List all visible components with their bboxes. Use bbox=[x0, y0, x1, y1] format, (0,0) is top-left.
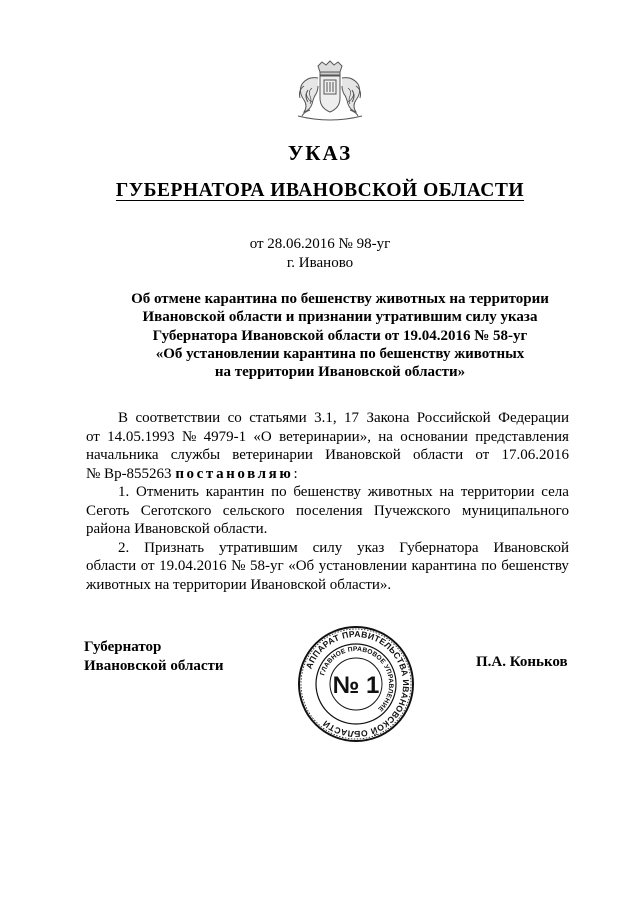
body-word: № bbox=[231, 558, 246, 574]
body-word: со bbox=[227, 410, 242, 426]
body-word: поселения bbox=[295, 502, 363, 519]
body-word: Российской bbox=[416, 410, 491, 426]
body-word: 58-уг bbox=[250, 558, 284, 574]
body-word: по bbox=[271, 484, 287, 500]
body-word: области bbox=[412, 447, 464, 463]
subject-line: «Об установлении карантина по бешенству животных bbox=[155, 345, 525, 362]
body-word: 17.06.2016 bbox=[501, 447, 569, 463]
body-word: Пучежского bbox=[373, 502, 451, 519]
decree-keyword-colon: : bbox=[293, 465, 298, 482]
body-word: от bbox=[86, 428, 100, 445]
body-word: 19.04.2016 bbox=[159, 558, 227, 574]
body-word: Закона bbox=[366, 410, 410, 426]
registration-number: № Вр-855263 bbox=[86, 465, 176, 482]
seal-number: № 1 bbox=[332, 672, 380, 699]
signatory-position-line: Губернатор bbox=[84, 639, 162, 655]
body-word: В bbox=[118, 410, 129, 426]
body-word: статьями bbox=[249, 410, 307, 426]
body-word: ветеринарии», bbox=[279, 428, 371, 445]
body-word: области bbox=[86, 558, 137, 574]
body-word: Ивановской bbox=[325, 447, 401, 463]
body-word: ветеринарии bbox=[232, 447, 313, 463]
body-word: силу bbox=[312, 539, 343, 556]
body-word: 3.1, bbox=[314, 410, 337, 426]
subject-line: Губернатора Ивановской области от 19.04.2016 № 58-уг bbox=[152, 327, 528, 344]
issuer-title-text: ГУБЕРНАТОРА ИВАНОВСКОЙ ОБЛАСТИ bbox=[115, 180, 525, 201]
signatory-name: П.А. Коньков bbox=[476, 654, 568, 670]
body-line: района Ивановской области. bbox=[86, 521, 268, 537]
body-word: сельского bbox=[222, 502, 285, 519]
body-line bbox=[86, 483, 569, 502]
decree-body bbox=[86, 409, 569, 594]
body-line: животных на территории Ивановской области». bbox=[86, 576, 392, 593]
ivanovo-coat-of-arms-icon bbox=[290, 60, 370, 122]
document-type-title: УКАЗ bbox=[287, 141, 353, 165]
body-word: Признать bbox=[144, 539, 205, 556]
body-word: 4979-1 bbox=[203, 428, 247, 445]
body-line bbox=[86, 428, 569, 447]
body-word: на bbox=[439, 484, 455, 500]
body-word: № bbox=[181, 428, 197, 445]
body-word: утратившим bbox=[218, 539, 298, 556]
body-word: на bbox=[378, 428, 393, 445]
body-word: Сеготского bbox=[140, 502, 212, 519]
body-word: указ bbox=[357, 539, 385, 556]
body-word: «Об bbox=[288, 558, 315, 574]
subject-line: на территории Ивановской области» bbox=[214, 364, 466, 381]
body-line bbox=[86, 465, 569, 484]
body-word: территории bbox=[460, 484, 535, 500]
body-word: установлении bbox=[318, 558, 407, 574]
body-line bbox=[86, 409, 569, 428]
body-word: Ивановской bbox=[493, 539, 569, 556]
decree-subject bbox=[0, 290, 640, 381]
body-word: 2. bbox=[118, 539, 130, 556]
body-word: 17 bbox=[344, 410, 360, 426]
body-word: от bbox=[475, 447, 490, 463]
body-word: службы bbox=[170, 447, 221, 463]
body-word: животных bbox=[367, 484, 433, 500]
body-word: основании bbox=[400, 428, 468, 445]
body-word: карантина bbox=[411, 558, 477, 574]
body-word: начальника bbox=[86, 447, 159, 463]
subject-line: Ивановской области и признании утратившим силу указа bbox=[142, 309, 538, 326]
body-word: Федерации bbox=[498, 410, 569, 426]
body-word: Губернатора bbox=[399, 539, 479, 556]
decree-keyword: постановляю bbox=[175, 465, 294, 482]
issuer-title bbox=[0, 180, 640, 202]
body-word: бешенству bbox=[293, 484, 361, 500]
subject-line: Об отмене карантина по бешенству животных на территории bbox=[131, 291, 549, 307]
seal-inner-text: ГЛАВНОЕ ПРАВОВОЕ УПРАВЛЕНИЕ bbox=[319, 645, 395, 713]
seal-ring-text: АППАРАТ ПРАВИТЕЛЬСТВА ИВАНОВСКОЙ ОБЛАСТИ bbox=[303, 628, 412, 740]
body-word: бешенству bbox=[501, 558, 569, 574]
signatory-position bbox=[84, 638, 224, 676]
body-word: Отменить bbox=[136, 484, 200, 500]
body-line bbox=[86, 446, 569, 465]
body-word: 1. bbox=[118, 484, 130, 500]
official-seal-stamp bbox=[296, 624, 416, 744]
body-word: 14.05.1993 bbox=[107, 428, 175, 445]
signatory-position-line: Ивановской области bbox=[84, 658, 224, 674]
body-word: Сеготь bbox=[86, 502, 130, 519]
decree-city: г. Иваново bbox=[286, 255, 354, 271]
body-line bbox=[86, 539, 569, 558]
body-word: муниципального bbox=[461, 502, 569, 519]
date-line-block bbox=[0, 235, 640, 273]
body-word: по bbox=[481, 558, 497, 574]
body-word: села bbox=[541, 484, 569, 500]
body-word: карантин bbox=[205, 484, 265, 500]
body-word: от bbox=[140, 558, 155, 574]
body-line bbox=[86, 557, 569, 576]
body-word: «О bbox=[253, 428, 272, 445]
decree-date-number: от 28.06.2016 № 98-уг bbox=[249, 236, 391, 252]
body-word: представления bbox=[475, 428, 569, 445]
body-word: соответствии bbox=[135, 410, 221, 426]
body-line bbox=[86, 502, 569, 521]
